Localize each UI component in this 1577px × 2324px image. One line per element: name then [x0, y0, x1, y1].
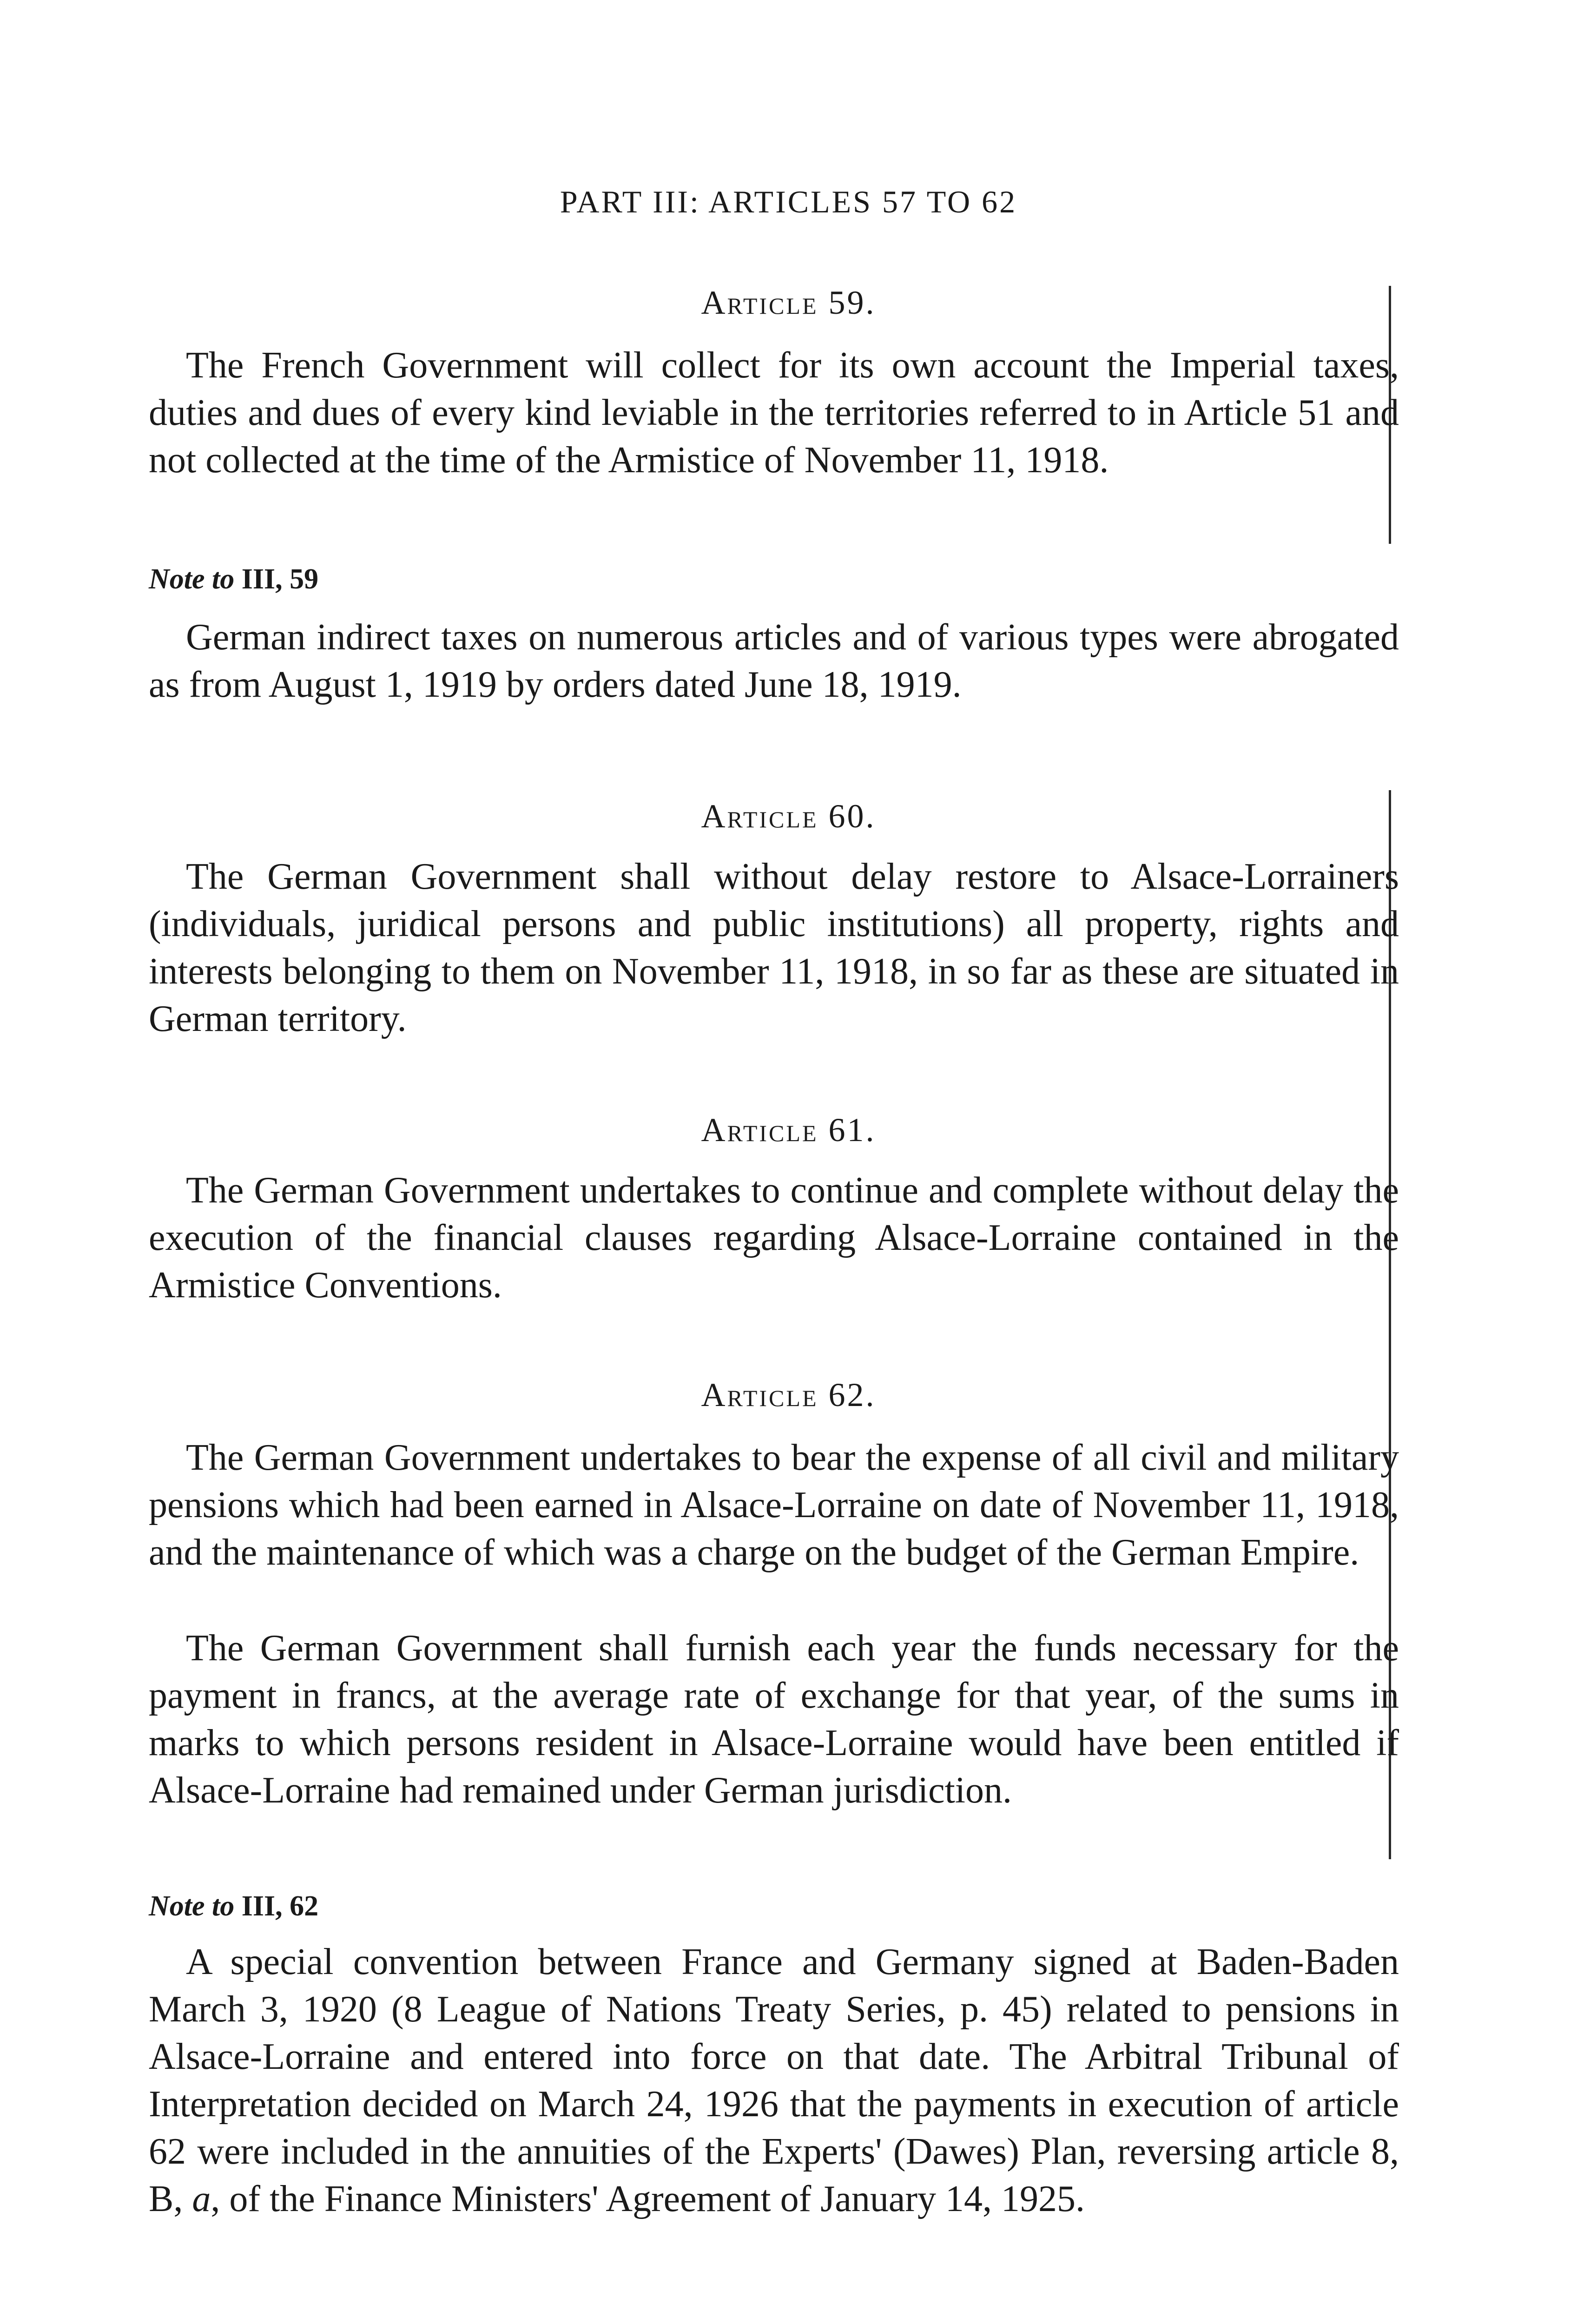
running-head: PART III: ARTICLES 57 TO 62 — [560, 184, 1017, 219]
note-62-text-part-1: A special convention between France and Germany signed at Baden-Baden March 3, 1920 (8 League of Nations Treaty Series, p. 45) related to pensions in Alsace-Lorraine and entered into force on that date. The Arbitral Tribunal of Interpretation decided on March 24, 1926 that the payments in execution of article 62 were included in the annuities of the Experts' (Dawes) Plan, reversing article 8, B, — [149, 1941, 1399, 2219]
note-62-label: Note to — [149, 1890, 235, 1922]
note-62-ref: III, 62 — [241, 1890, 319, 1922]
note-62-text — [149, 1938, 1399, 2223]
note-59-heading — [149, 565, 318, 594]
note-62-text-italic: a — [192, 2179, 211, 2219]
article-62-heading: Article 62. — [701, 1376, 876, 1413]
article-61-heading: Article 61. — [701, 1111, 876, 1149]
note-59-label: Note to — [149, 563, 235, 595]
article-61-paragraph: The German Government undertakes to continue and complete without delay the execution of the financial clauses regarding Alsace-Lorraine contained in the Armistice Conventions. — [149, 1170, 1399, 1306]
article-60-heading: Article 60. — [701, 798, 876, 835]
article-59-heading: Article 59. — [701, 284, 876, 321]
article-59-paragraph: The French Government will collect for its own account the Imperial taxes, duties and dues of every kind leviable in the territories referred to in Article 51 and not collected at the time of the Armistice of November 11, 1918. — [149, 345, 1399, 481]
article-62-paragraph-1: The German Government undertakes to bear the expense of all civil and military pensions which had been earned in Alsace-Lorraine on date of November 11, 1918, and the maintenance of which was a charge on the budget of the German Empire. — [149, 1437, 1399, 1573]
note-62-text-part-2: , of the Finance Ministers' Agreement of January 14, 1925. — [211, 2179, 1085, 2219]
note-62-heading — [149, 1892, 318, 1921]
note-59-ref: III, 59 — [241, 563, 319, 595]
article-62-paragraph-2: The German Government shall furnish each year the funds necessary for the payment in francs, at the average rate of exchange for that year, of the sums in marks to which persons resident in Alsace-Lorraine would have been entitled if Alsace-Lorraine had remained under German jurisdiction. — [149, 1628, 1399, 1811]
article-60-paragraph: The German Government shall without delay restore to Alsace-Lorrainers (individuals, juridical persons and public institutions) all property, rights and interests belonging to them on November 11, 1918, in so far as these are situated in German territory. — [149, 856, 1399, 1039]
note-59-text: German indirect taxes on numerous articles and of various types were abrogated as from August 1, 1919 by orders dated June 18, 1919. — [149, 617, 1399, 705]
